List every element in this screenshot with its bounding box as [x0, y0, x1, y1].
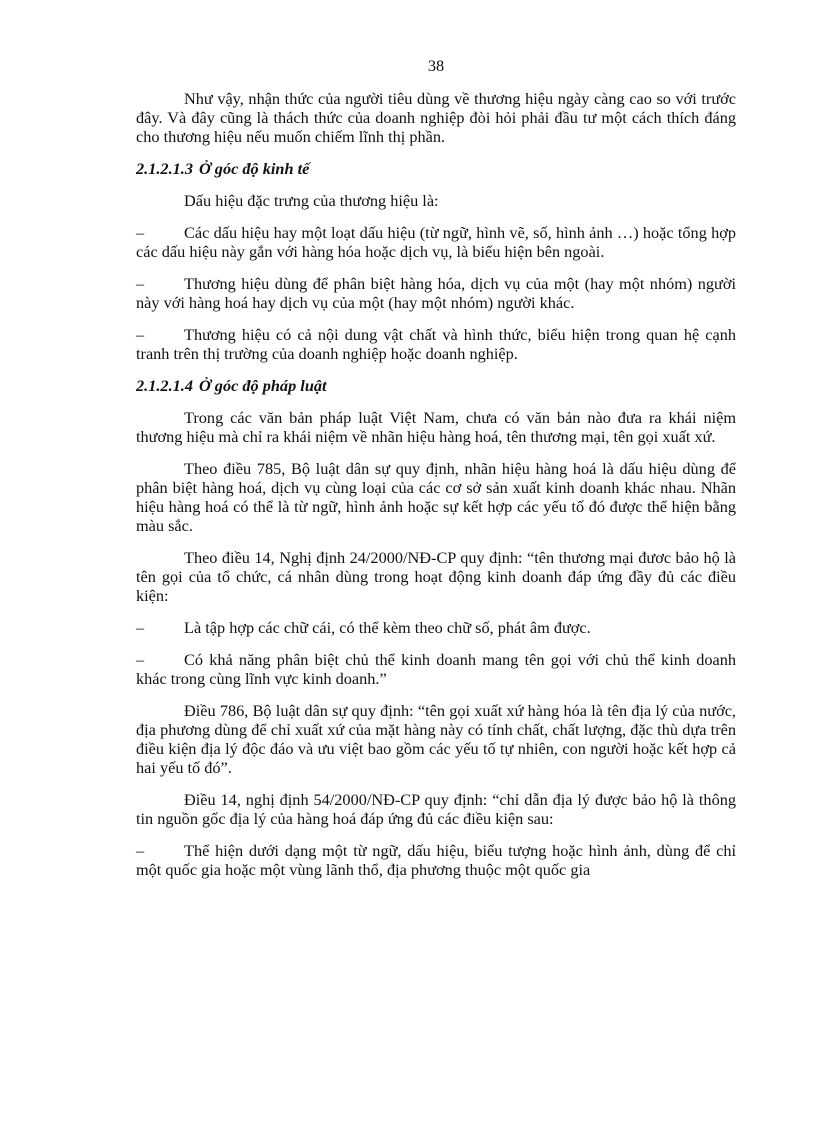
list-item-text: Thương hiệu dùng để phân biệt hàng hóa, dịch vụ của một (hay một nhóm) người này với hàng hoá hay dịch vụ của một (hay một nhóm) người khác. — [136, 274, 736, 312]
list-item — [136, 274, 736, 312]
dash-marker: – — [136, 325, 145, 344]
list-item — [136, 223, 736, 261]
list-item — [136, 325, 736, 363]
section-number: 2.1.2.1.3 — [136, 159, 193, 178]
section-heading — [136, 376, 736, 395]
list-item — [136, 650, 736, 688]
section-heading — [136, 159, 736, 178]
section-title: Ở góc độ pháp luật — [198, 376, 327, 395]
list-item — [136, 618, 736, 637]
paragraph: Theo điều 14, Nghị định 24/2000/NĐ-CP quy định: “tên thương mại đươc bảo hộ là tên gọi của tổ chức, cá nhân dùng trong hoạt động kinh doanh đáp ứng đầy đủ các điều kiện: — [136, 548, 736, 605]
paragraph: Dấu hiệu đặc trưng của thương hiệu là: — [184, 191, 439, 210]
paragraph: Trong các văn bản pháp luật Việt Nam, chưa có văn bản nào đưa ra khái niệm thương hiệu mà chỉ ra khái niệm về nhãn hiệu hàng hoá, tên thương mại, tên gọi xuất xứ. — [136, 408, 736, 446]
paragraph: Điều 14, nghị định 54/2000/NĐ-CP quy định: “chỉ dẫn địa lý được bảo hộ là thông tin nguồn gốc địa lý của hàng hoá đáp ứng đủ các điều kiện sau: — [136, 790, 736, 828]
section-number: 2.1.2.1.4 — [136, 376, 193, 395]
list-item-text: Thương hiệu có cả nội dung vật chất và hình thức, biểu hiện trong quan hệ cạnh tranh trên thị trường của doanh nghiệp hoặc doanh nghiệp. — [136, 325, 736, 363]
page-number: 38 — [427, 56, 445, 75]
list-item — [136, 841, 736, 879]
paragraph: Như vậy, nhận thức của người tiêu dùng về thương hiệu ngày càng cao so với trước đây. Và đây cũng là thách thức của doanh nghiệp đòi hỏi phải đầu tư một cách thích đáng cho thương hiệu nếu muốn chiếm lĩnh thị phần. — [136, 89, 736, 146]
list-item-text: Có khả năng phân biệt chủ thể kinh doanh mang tên gọi với chủ thể kinh doanh khác trong cùng lĩnh vực kinh doanh.” — [136, 650, 736, 688]
dash-marker: – — [136, 223, 145, 242]
dash-marker: – — [136, 618, 145, 637]
dash-marker: – — [136, 650, 145, 669]
list-item-text: Là tập hợp các chữ cái, có thể kèm theo chữ số, phát âm được. — [184, 618, 591, 637]
paragraph: Theo điều 785, Bộ luật dân sự quy định, nhãn hiệu hàng hoá là dấu hiệu dùng để phân biệt hàng hoá, dịch vụ cùng loại của các cơ sở sản xuất kinh doanh khác nhau. Nhãn hiệu hàng hoá có thể là từ ngữ, hình ảnh hoặc sự kết hợp các yếu tố đó được thể hiện bằng màu sắc. — [136, 459, 736, 535]
dash-marker: – — [136, 841, 145, 860]
dash-marker: – — [136, 274, 145, 293]
section-title: Ở góc độ kinh tế — [198, 159, 310, 178]
list-item-text: Thể hiện dưới dạng một từ ngữ, dấu hiệu, biểu tượng hoặc hình ảnh, dùng để chỉ một quốc gia hoặc một vùng lãnh thổ, địa phương thuộc một quốc gia — [136, 841, 736, 879]
paragraph: Điều 786, Bộ luật dân sự quy định: “tên gọi xuất xứ hàng hóa là tên địa lý của nước, địa phương dùng để chỉ xuất xứ của mặt hàng này có tính chất, chất lượng, đặc thù dựa trên điều kiện địa lý độc đáo và ưu việt bao gồm các yếu tố tự nhiên, con người hoặc kết hợp cả hai yếu tố đó”. — [136, 701, 736, 777]
list-item-text: Các dấu hiệu hay một loạt dấu hiệu (từ ngữ, hình vẽ, số, hình ảnh …) hoặc tổng hợp các dấu hiệu này gắn với hàng hóa hoặc dịch vụ, là biểu hiện bên ngoài. — [136, 223, 736, 261]
